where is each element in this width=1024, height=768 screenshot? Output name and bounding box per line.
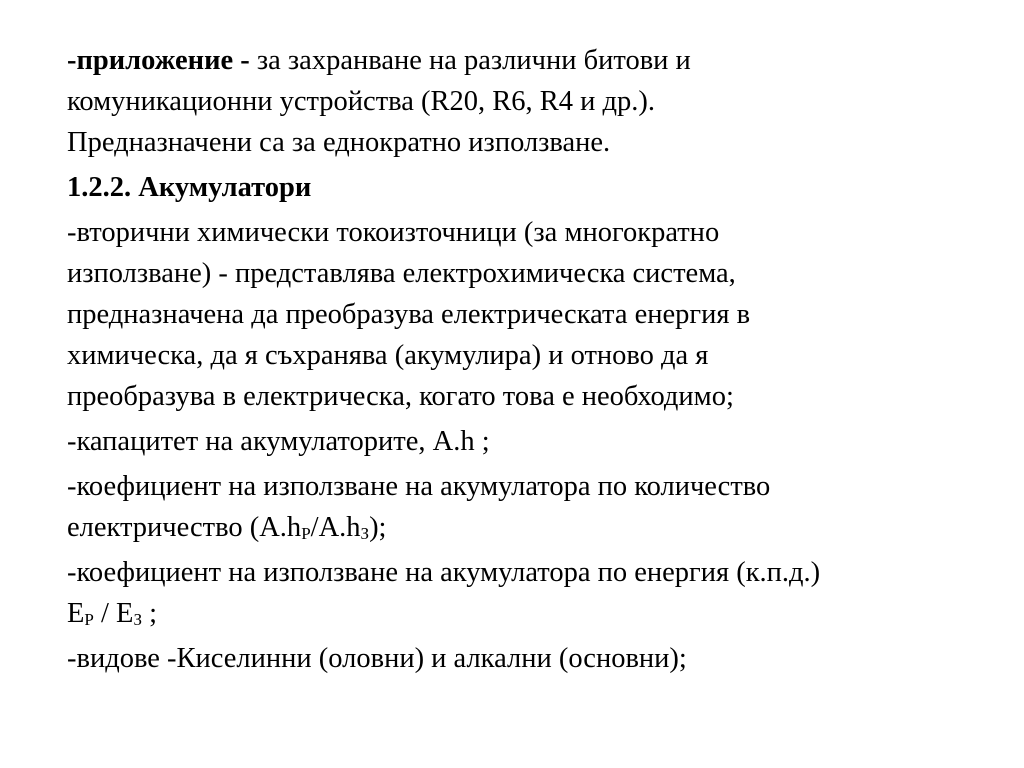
charge-formula-subscript-z: З (360, 524, 370, 543)
energy-formula-suffix: ; (142, 598, 158, 629)
energy-formula-subscript-p: P (84, 610, 94, 629)
energy-formula-subscript-z: З (133, 610, 142, 629)
energy-formula-e1: E (67, 598, 85, 629)
paragraph-definition-line-3: предназначена да преобразува електрическата енергия в (67, 299, 751, 330)
paragraph-definition-line-1: -вторични химически токоизточници (за многократно (67, 217, 720, 248)
paragraph-application (58, 40, 988, 163)
paragraph-types: -видове -Киселинни (оловни) и алкални (основни); (67, 643, 687, 674)
charge-formula-middle: /A.h (310, 512, 361, 543)
paragraph-charge-coefficient-line-1: -коефициент на използване на акумулатора по количество (67, 471, 771, 502)
energy-formula-middle: / E (93, 598, 134, 629)
paragraph-capacity: -капацитет на акумулаторите, A.h ; (67, 426, 490, 457)
paragraph-energy-coefficient-line-1: -коефициент на използване на акумулатора по енергия (к.п.д.) (67, 557, 821, 588)
paragraph-application-line-2: комуникационни устройства (R20, R6, R4 и др.). (67, 86, 656, 117)
paragraph-definition (58, 212, 988, 417)
paragraph-energy-coefficient (58, 552, 988, 634)
charge-formula-suffix: ); (369, 512, 387, 543)
paragraph-application-line-1: за захранване на различни битови и (256, 45, 691, 76)
section-heading: 1.2.2. Акумулатори (67, 172, 312, 203)
term-application: -приложение - (67, 45, 257, 76)
paragraph-definition-line-4: химическа, да я съхранява (акумулира) и отново да я (67, 340, 709, 371)
paragraph-definition-line-2: използване) - представлява електрохимическа система, (67, 258, 736, 289)
slide-body (58, 40, 988, 679)
charge-formula-prefix: електричество (A.h (67, 512, 302, 543)
paragraph-application-line-3: Предназначени са за еднократно използване. (67, 127, 611, 158)
charge-formula-subscript-p: P (301, 524, 311, 543)
paragraph-charge-coefficient (58, 466, 988, 548)
paragraph-definition-line-5: преобразува в електрическа, когато това е необходимо; (67, 381, 734, 412)
